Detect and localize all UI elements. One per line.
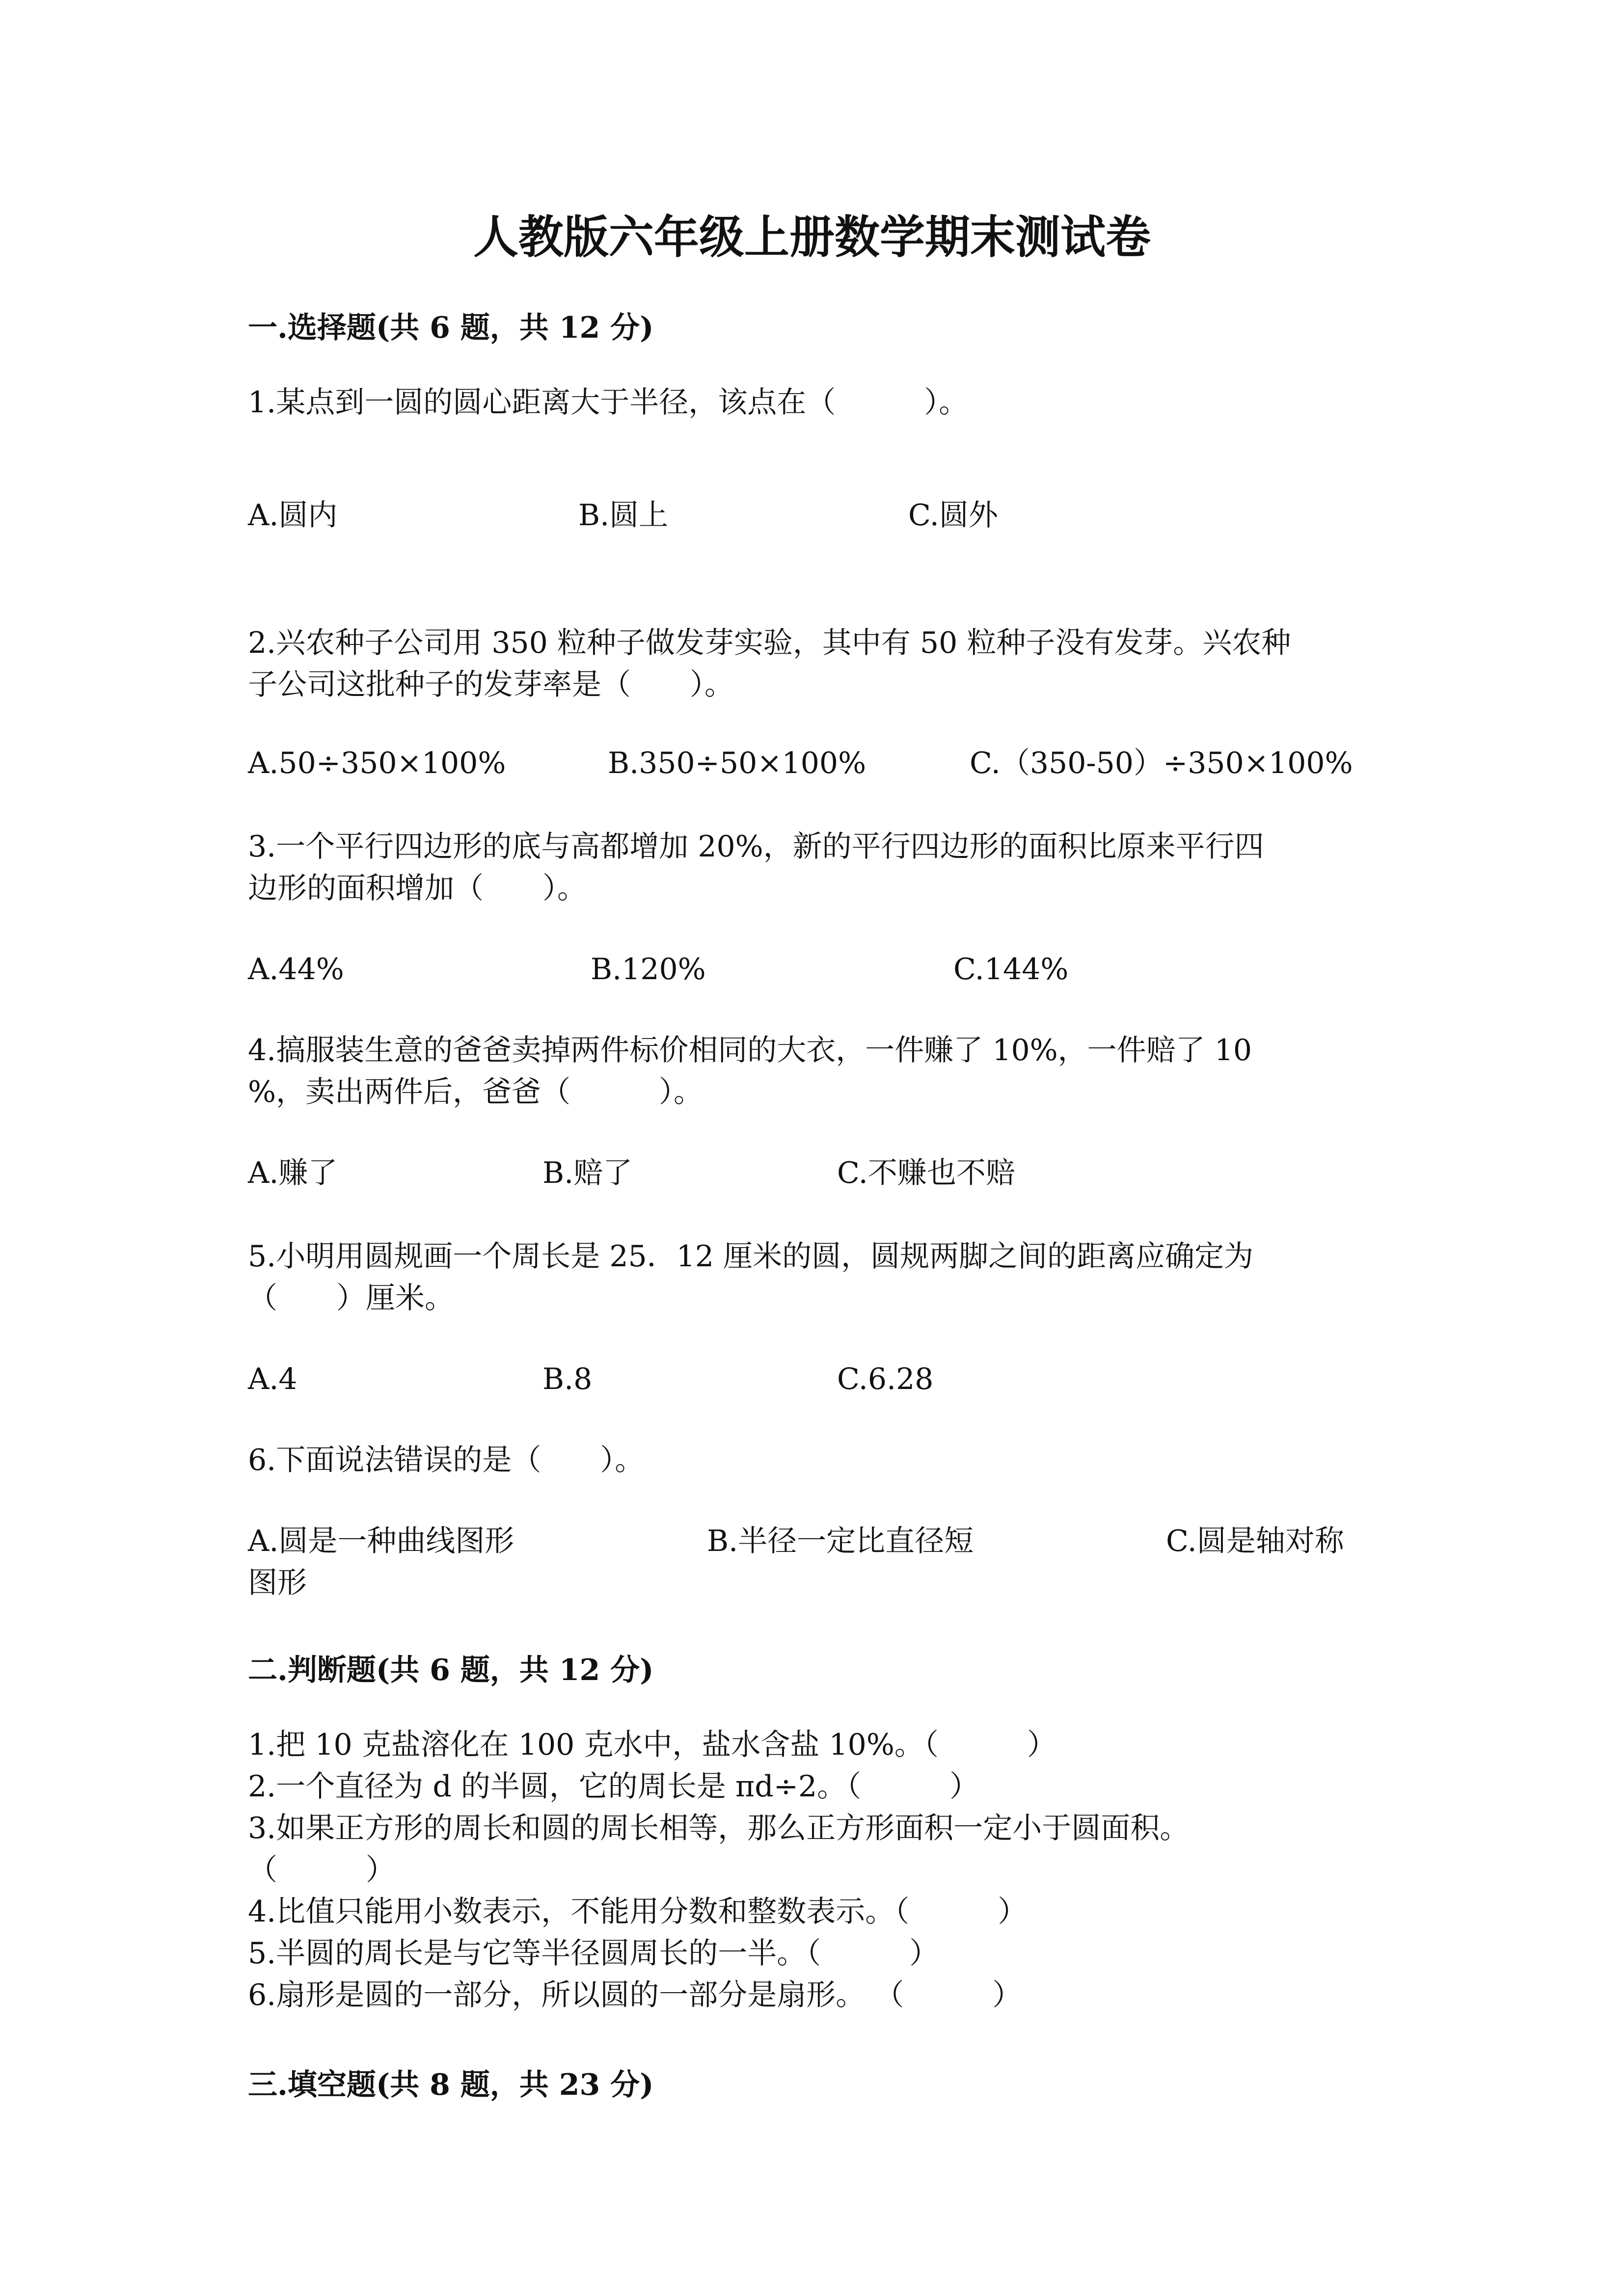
question-1-option-a: A.圆内 xyxy=(248,498,338,533)
question-3-line-1: 3.一个平行四边形的底与高都增加 20%，新的平行四边形的面积比原来平行四 xyxy=(248,829,1264,864)
question-2-option-a: A.50÷350×100% xyxy=(248,746,506,780)
question-2-option-b: B.350÷50×100% xyxy=(608,746,866,780)
question-4-option-b: B.赔了 xyxy=(542,1156,633,1190)
question-4-line-2: %，卖出两件后，爸爸（ ）。 xyxy=(248,1075,704,1109)
judgement-item-6: 6.扇形是圆的一部分，所以圆的一部分是扇形。 （ ） xyxy=(248,1978,1022,2012)
section-heading-fill-in: 三.填空题(共 8 题，共 23 分) xyxy=(248,2068,654,2102)
question-3-option-c: C.144% xyxy=(953,952,1069,987)
question-5-line-2: （ ）厘米。 xyxy=(248,1281,454,1315)
question-3-option-b: B.120% xyxy=(591,952,706,987)
question-5-line-1: 5.小明用圆规画一个周长是 25．12 厘米的圆，圆规两脚之间的距离应确定为 xyxy=(248,1239,1254,1274)
question-6-option-c-continuation: 图形 xyxy=(248,1566,307,1600)
question-5-option-a: A.4 xyxy=(248,1362,298,1396)
question-6-option-c: C.圆是轴对称 xyxy=(1166,1524,1344,1558)
question-3-line-2: 边形的面积增加（ ）。 xyxy=(248,871,587,906)
question-4-option-c: C.不赚也不赔 xyxy=(837,1156,1015,1190)
judgement-item-3: 3.如果正方形的周长和圆的周长相等，那么正方形面积一定小于圆面积。 xyxy=(248,1811,1190,1845)
page-title: 人教版六年级上册数学期末测试卷 xyxy=(473,211,1151,264)
question-6-option-b: B.半径一定比直径短 xyxy=(707,1524,974,1558)
question-2-line-2: 子公司这批种子的发芽率是（ ）。 xyxy=(248,667,734,702)
question-1-option-b: B.圆上 xyxy=(578,498,669,533)
judgement-item-3-continuation: （ ） xyxy=(248,1853,395,1887)
section-heading-choice: 一.选择题(共 6 题，共 12 分) xyxy=(248,311,654,345)
question-5-option-b: B.8 xyxy=(542,1362,593,1396)
judgement-item-5: 5.半圆的周长是与它等半径圆周长的一半。（ ） xyxy=(248,1936,939,1971)
question-4-option-a: A.赚了 xyxy=(248,1156,338,1190)
question-5-option-c: C.6.28 xyxy=(837,1362,934,1396)
question-2-line-1: 2.兴农种子公司用 350 粒种子做发芽实验，其中有 50 粒种子没有发芽。兴农种 xyxy=(248,626,1291,660)
question-1-text: 1.某点到一圆的圆心距离大于半径，该点在（ ）。 xyxy=(248,385,969,420)
question-1-option-c: C.圆外 xyxy=(908,498,998,533)
question-3-option-a: A.44% xyxy=(248,952,344,987)
question-6-option-a: A.圆是一种曲线图形 xyxy=(248,1524,514,1558)
question-6-text: 6.下面说法错误的是（ ）。 xyxy=(248,1443,645,1477)
judgement-item-1: 1.把 10 克盐溶化在 100 克水中，盐水含盐 10%。（ ） xyxy=(248,1728,1056,1762)
judgement-item-4: 4.比值只能用小数表示，不能用分数和整数表示。（ ） xyxy=(248,1895,1028,1929)
question-4-line-1: 4.搞服装生意的爸爸卖掉两件标价相同的大衣，一件赚了 10%，一件赔了 10 xyxy=(248,1033,1252,1068)
question-2-option-c: C.（350-50）÷350×100% xyxy=(970,746,1353,780)
section-heading-judgement: 二.判断题(共 6 题，共 12 分) xyxy=(248,1653,654,1687)
judgement-item-2: 2.一个直径为 d 的半圆，它的周长是 πd÷2。（ ） xyxy=(248,1769,979,1804)
